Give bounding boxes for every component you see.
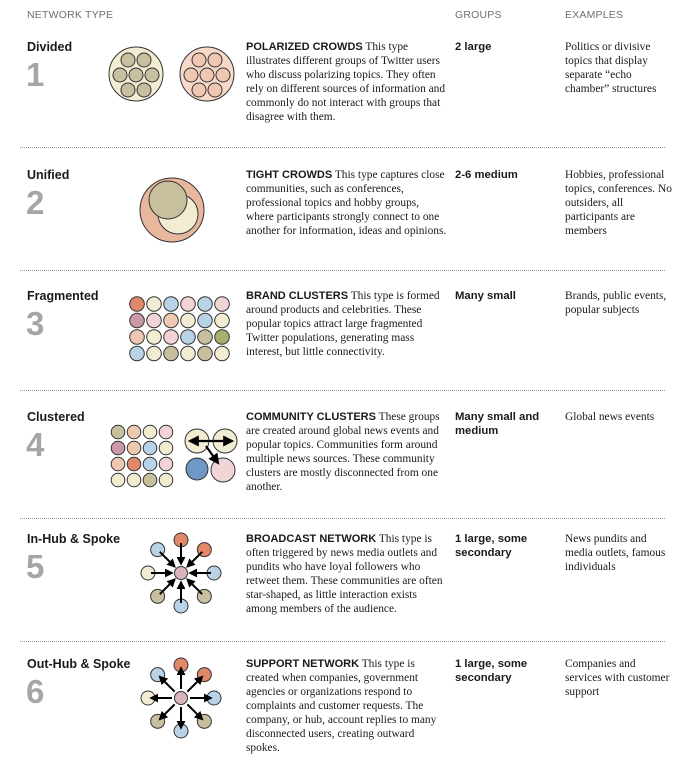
hub-node xyxy=(175,567,188,580)
divided-diagram xyxy=(100,40,240,115)
node xyxy=(192,83,206,97)
network-description xyxy=(246,40,448,124)
node xyxy=(137,53,151,67)
support-network-diagram xyxy=(136,657,226,743)
cluster-node xyxy=(111,425,125,439)
examples-value: News pundits and media outlets, famous individuals xyxy=(565,533,666,573)
row-divider xyxy=(20,518,665,519)
spoke-arrow xyxy=(160,704,175,719)
network-type-name: In-Hub & Spoke xyxy=(27,532,121,546)
groups-value: 2-6 medium xyxy=(455,169,518,181)
network-type-name: Out-Hub & Spoke xyxy=(27,657,131,671)
cluster-node xyxy=(198,313,213,328)
header-examples: EXAMPLES xyxy=(565,9,624,21)
row-divider xyxy=(20,641,665,642)
cluster-node xyxy=(143,425,157,439)
spoke-arrow xyxy=(187,579,202,594)
network-type-number: 5 xyxy=(26,548,45,585)
out-hub-spoke-diagram xyxy=(136,657,226,748)
spoke-arrow xyxy=(187,704,202,719)
network-title: COMMUNITY CLUSTERS xyxy=(246,411,376,423)
clustered-diagram xyxy=(108,424,240,495)
description-text: This type is often triggered by news media outlets and pundits who have loyal followers who retweet them. These communities are often star-shaped, as little interaction exists among members of the audience. xyxy=(246,533,443,615)
node xyxy=(192,53,206,67)
in-hub-spoke-diagram xyxy=(136,532,226,623)
fragmented-diagram xyxy=(128,295,233,370)
cluster-node xyxy=(215,313,230,328)
row-divider xyxy=(20,270,665,271)
cluster-node xyxy=(147,346,162,361)
cluster-node xyxy=(198,297,213,312)
description-text: This type captures close communities, such as conferences, professional topics and hobby groups, where participants strongly connect to one another for information, ideas and opinions. xyxy=(246,169,447,237)
groups-value: 1 large, some secondary xyxy=(455,658,528,684)
examples-value: Politics or divisive topics that display separate “echo chamber” structures xyxy=(565,41,657,95)
spoke-arrow xyxy=(187,552,202,567)
cluster-node xyxy=(111,473,125,487)
node xyxy=(137,83,151,97)
cluster-node xyxy=(143,473,157,487)
node xyxy=(184,68,198,82)
header-groups: GROUPS xyxy=(455,9,502,21)
network-type-number: 4 xyxy=(26,426,45,463)
node xyxy=(121,83,135,97)
network-type-number: 1 xyxy=(26,56,45,93)
polarized-crowds-diagram xyxy=(100,40,240,110)
network-type-name: Unified xyxy=(27,168,70,182)
cluster-node xyxy=(143,441,157,455)
cluster-node xyxy=(130,313,145,328)
groups-value: 1 large, some secondary xyxy=(455,533,528,559)
cluster-node xyxy=(143,457,157,471)
description-text: This type is created when companies, government agencies or organizations respond to complaints and customer requests. The company, or hub, account replies to many disconnected users, creating outward spokes. xyxy=(246,658,437,754)
network-description xyxy=(246,168,448,238)
network-type-number: 6 xyxy=(26,673,45,710)
inner-group-circle xyxy=(149,181,187,219)
cluster-node xyxy=(164,313,179,328)
spoke-arrow xyxy=(160,579,175,594)
network-description xyxy=(246,657,448,755)
cluster-node xyxy=(164,346,179,361)
broadcast-network-diagram xyxy=(136,532,226,618)
cluster-node xyxy=(130,297,145,312)
examples-value: Brands, public events, popular subjects xyxy=(565,290,667,316)
cluster-node xyxy=(181,297,196,312)
cluster-node xyxy=(215,346,230,361)
cluster-node xyxy=(186,458,208,480)
cluster-node xyxy=(215,297,230,312)
cluster-node xyxy=(159,425,173,439)
node xyxy=(113,68,127,82)
cluster-node xyxy=(198,346,213,361)
groups-value: Many small xyxy=(455,290,516,302)
network-type-name: Clustered xyxy=(27,410,85,424)
cluster-node xyxy=(127,441,141,455)
cluster-node xyxy=(159,457,173,471)
network-title: SUPPORT NETWORK xyxy=(246,658,360,670)
cluster-node xyxy=(159,473,173,487)
header-network-type: NETWORK TYPE xyxy=(27,9,114,21)
examples-value: Companies and services with customer support xyxy=(565,658,670,698)
groups-value: 2 large xyxy=(455,41,492,53)
cluster-node xyxy=(127,457,141,471)
network-type-number: 2 xyxy=(26,184,45,221)
cluster-node xyxy=(111,457,125,471)
examples-value: Hobbies, professional topics, conferences. No outsiders, all participants are members xyxy=(565,169,672,237)
cluster-node xyxy=(111,441,125,455)
description-text: This type illustrates different groups of Twitter users who discuss polarizing topics. They often rely on different sources of information and commonly do not interact with groups that disagree with them. xyxy=(246,41,446,123)
brand-clusters-diagram xyxy=(128,295,233,365)
node xyxy=(145,68,159,82)
cluster-node xyxy=(215,330,230,345)
groups-value: Many small and medium xyxy=(455,411,540,437)
cluster-node xyxy=(181,346,196,361)
examples-value: Global news events xyxy=(565,411,655,423)
network-type-name: Divided xyxy=(27,40,73,54)
hub-node xyxy=(175,692,188,705)
cluster-node xyxy=(127,473,141,487)
tight-crowds-diagram xyxy=(100,174,240,244)
description-text: This type is formed around products and celebrities. These popular topics attract large fragmented Twitter populations, generating mass interest, but little connectivity. xyxy=(246,290,440,358)
cluster-node xyxy=(130,330,145,345)
cluster-node xyxy=(198,330,213,345)
community-clusters-diagram xyxy=(108,424,240,490)
network-description xyxy=(246,532,448,616)
network-description xyxy=(246,289,448,359)
node xyxy=(200,68,214,82)
cluster-node xyxy=(147,313,162,328)
node xyxy=(121,53,135,67)
spoke-arrow xyxy=(187,677,202,692)
cluster-node xyxy=(181,330,196,345)
cluster-node xyxy=(147,330,162,345)
network-title: BROADCAST NETWORK xyxy=(246,533,377,545)
cluster-node xyxy=(159,441,173,455)
spoke-arrow xyxy=(160,677,175,692)
network-title: BRAND CLUSTERS xyxy=(246,290,349,302)
network-description xyxy=(246,410,448,494)
network-type-number: 3 xyxy=(26,305,45,342)
node xyxy=(208,53,222,67)
row-divider xyxy=(20,390,665,391)
network-type-name: Fragmented xyxy=(27,289,99,303)
cluster-node xyxy=(130,346,145,361)
node xyxy=(216,68,230,82)
node xyxy=(129,68,143,82)
cluster-node xyxy=(211,458,235,482)
row-divider xyxy=(20,147,665,148)
network-title: TIGHT CROWDS xyxy=(246,169,333,181)
cluster-node xyxy=(164,330,179,345)
node xyxy=(208,83,222,97)
spoke-arrow xyxy=(160,552,175,567)
cluster-node xyxy=(181,313,196,328)
unified-diagram xyxy=(100,174,240,249)
network-title: POLARIZED CROWDS xyxy=(246,41,363,53)
cluster-node xyxy=(164,297,179,312)
description-text: These groups are created around global news events and popular topics. Communities form around multiple news sources. These community clusters are mostly disconnected from one another. xyxy=(246,411,440,493)
cluster-node xyxy=(127,425,141,439)
cluster-node xyxy=(147,297,162,312)
